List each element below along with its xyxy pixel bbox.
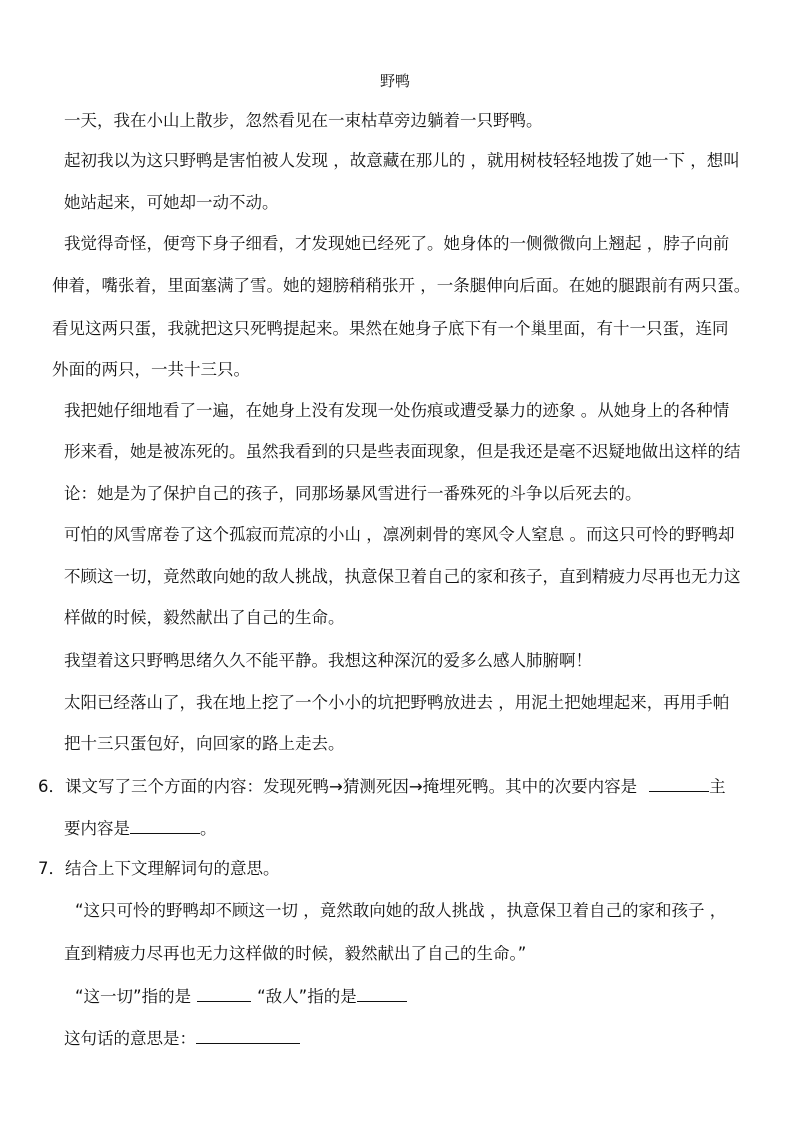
answer-blank-secondary-content[interactable] bbox=[649, 775, 709, 792]
paragraph-1: 一天，我在小山上散步，忽然看见在一束枯草旁边躺着一只野鸭。 bbox=[64, 111, 543, 130]
paragraph-5-line-1: 可怕的风雪席卷了这个孤寂而荒凉的小山 ，凛冽刺骨的寒风令人窒息 。而这只可怜的野鸭却 bbox=[64, 525, 735, 544]
this-all-label: “这一切”指的是 bbox=[75, 987, 192, 1006]
paragraph-3-line-2: 伸着，嘴张着，里面塞满了雪。她的翅膀稍稍张开 ，一条腿伸向后面。在她的腿跟前有两只蛋。 bbox=[52, 276, 751, 295]
answer-blank-meaning[interactable] bbox=[196, 1027, 300, 1044]
enemy-label: “敌人”指的是 bbox=[257, 987, 357, 1006]
answer-blank-enemy[interactable] bbox=[357, 985, 407, 1002]
question-7-quote-line-2: 直到精疲力尽再也无力这样做的时候，毅然献出了自己的生命。” bbox=[64, 944, 527, 963]
paragraph-4-line-1: 我把她仔细地看了一遍，在她身上没有发现一处伤痕或遭受暴力的迹象 。从她身上的各种情 bbox=[64, 401, 730, 420]
question-6-continuation: 主 bbox=[709, 777, 726, 796]
paragraph-3-line-4: 外面的两只，一共十三只。 bbox=[52, 360, 250, 379]
question-6-line-2 bbox=[64, 817, 217, 839]
paragraph-7-line-2: 把十三只蛋包好，向回家的路上走去。 bbox=[64, 734, 345, 753]
paragraph-5-line-2: 不顾这一切，竟然敢向她的敌人挑战，执意保卫着自己的家和孩子，直到精疲力尽再也无力这 bbox=[64, 567, 741, 586]
paragraph-7-line-1: 太阳已经落山了，我在地上挖了一个小小的坑把野鸭放进去 ，用泥土把她埋起来，再用手帕 bbox=[64, 693, 730, 712]
question-7-title: 7．结合上下文理解词句的意思。 bbox=[38, 859, 280, 878]
question-6-main-label: 要内容是 bbox=[64, 819, 130, 838]
paragraph-3-line-3: 看见这两只蛋，我就把这只死鸭提起来。果然在她身子底下有一个巢里面，有十一只蛋，连同 bbox=[52, 319, 729, 338]
question-7-subquestions bbox=[75, 985, 407, 1007]
question-7-meaning-line bbox=[64, 1027, 300, 1049]
answer-blank-main-content[interactable] bbox=[130, 817, 200, 834]
paragraph-5-line-3: 样做的时候，毅然献出了自己的生命。 bbox=[64, 608, 345, 627]
question-6-text: 6．课文写了三个方面的内容：发现死鸭→猜测死因→掩埋死鸭。其中的次要内容是 bbox=[38, 777, 638, 796]
paragraph-4-line-2: 形来看，她是被冻死的。虽然我看到的只是些表面现象，但是我还是毫不迟疑地做出这样的结 bbox=[64, 442, 741, 461]
paragraph-2-line-1: 起初我以为这只野鸭是害怕被人发现 ，故意藏在那儿的 ，就用树枝轻轻地拨了她一下 ，想叫 bbox=[64, 151, 740, 170]
paragraph-3-line-1: 我觉得奇怪，便弯下身子细看，才发现她已经死了。她身体的一侧微微向上翘起 ，脖子向前 bbox=[64, 234, 730, 253]
paragraph-2-line-2: 她站起来，可她却一动不动。 bbox=[64, 193, 279, 212]
answer-blank-this-all[interactable] bbox=[197, 985, 251, 1002]
passage-title: 野鸭 bbox=[380, 72, 411, 90]
paragraph-4-line-3: 论：她是为了保护自己的孩子，同那场暴风雪进行一番殊死的斗争以后死去的。 bbox=[64, 484, 642, 503]
question-6-line-1 bbox=[38, 775, 726, 797]
meaning-label: 这句话的意思是： bbox=[64, 1029, 196, 1048]
question-7-quote-line-1: “这只可怜的野鸭却不顾这一切 ，竟然敢向她的敌人挑战 ，执意保卫着自己的家和孩子 ， bbox=[75, 901, 727, 920]
paragraph-6: 我望着这只野鸭思绪久久不能平静。我想这种深沉的爱多么感人肺腑啊！ bbox=[64, 651, 592, 670]
question-6-end: 。 bbox=[200, 819, 217, 838]
